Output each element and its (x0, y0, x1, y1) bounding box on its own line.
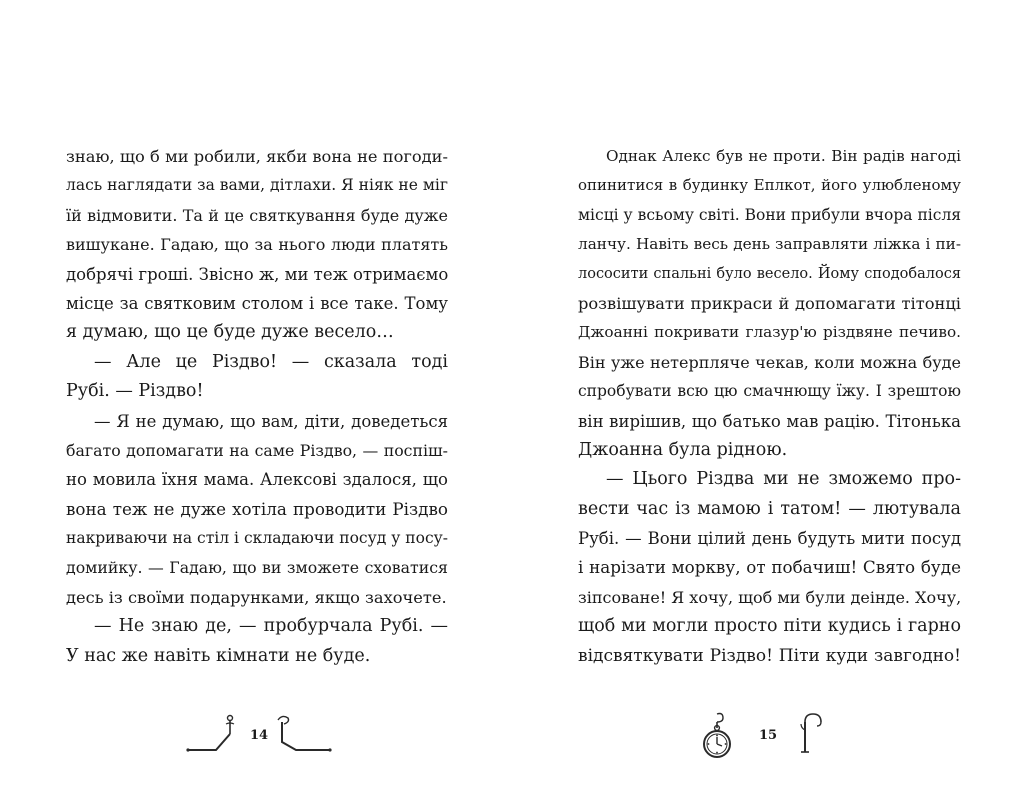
text-line: місці у всьому світі. Вони прибули вчора після (578, 205, 961, 224)
pocket-watch-icon (697, 710, 737, 762)
text-line: щоб ми могли просто піти кудись і гарно (578, 616, 961, 637)
text-line: лась наглядати за вами, дітлахи. Я ніяк не міг (66, 176, 448, 195)
right-page-folio (697, 712, 847, 762)
text-line: опинитися в будинку Еплкот, його улюбленому (578, 176, 961, 195)
text-line: вона теж не дуже хотіла проводити Різдво (66, 498, 448, 519)
text-line: розвішувати прикраси й допомагати тітонці (578, 293, 961, 313)
text-line: він вирішив, що батько мав рацію. Тітонька (578, 411, 961, 431)
text-line: зіпсоване! Я хочу, щоб ми були деінде. Хочу, (578, 587, 961, 607)
text-line: У нас же навіть кімнати не буде. (66, 645, 371, 666)
text-line: ланчу. Навіть весь день заправляти ліжка і пи- (578, 235, 961, 254)
text-line: багато допомагати на саме Різдво, — поспіш- (66, 440, 448, 460)
text-line: відсвяткувати Різдво! Піти куди завгодно! (578, 645, 961, 666)
text-line: лососити спальні було весело. Йому сподобалося (578, 265, 961, 282)
text-line: Рубі. — Вони цілий день будуть мити посуд (578, 529, 961, 549)
text-line: Рубі. — Різдво! (66, 381, 204, 402)
text-line: Джоанні покривати глазур'ю різдвяне печиво. (578, 323, 961, 342)
text-line: і нарізати моркву, от побачиш! Свято буде (578, 557, 961, 578)
text-line: добрячі гроші. Звісно ж, ми теж отримаємо (66, 264, 448, 284)
text-line: — Але це Різдво! — сказала тоді (94, 351, 448, 372)
pipe-ornament-right-icon (276, 712, 336, 754)
text-line: їй відмовити. Та й це святкування буде дуже (66, 205, 448, 225)
text-line: Він уже нетерпляче чекав, коли можна буде (578, 352, 961, 372)
text-line: спробувати всю цю смачнющу їжу. І зрештою (578, 382, 961, 401)
text-line: вишукане. Гадаю, що за нього люди платять (66, 235, 448, 255)
text-line: десь із своїми подарунками, якщо захочете. (66, 587, 447, 607)
page-number-right: 15 (759, 728, 778, 743)
text-line: накриваючи на стіл і складаючи посуд у посу- (66, 529, 448, 548)
text-line: — Не знаю де, — пробурчала Рубі. — (94, 616, 448, 637)
page-number-left: 14 (250, 728, 269, 743)
left-page-folio (186, 712, 336, 762)
lamp-post-icon (795, 712, 835, 754)
text-line: домийку. — Гадаю, що ви зможете сховатися (66, 558, 448, 578)
text-line: місце за святковим столом і все таке. Тому (66, 293, 448, 313)
pipe-ornament-left-icon (186, 712, 242, 754)
text-line: — Я не думаю, що вам, діти, доведеться (94, 411, 448, 431)
text-line: но мовила їхня мама. Алексові здалося, що (66, 470, 448, 490)
right-page (512, 0, 1024, 788)
text-line: — Цього Різдва ми не зможемо про- (606, 469, 961, 490)
text-line: Однак Алекс був не проти. Він радів нагоді (606, 147, 961, 165)
text-line: вести час із мамою і татом! — лютувала (578, 498, 961, 519)
right-page-text (578, 142, 961, 671)
text-line: Джоанна була рідною. (578, 439, 788, 460)
text-line: знаю, що б ми робили, якби вона не погоди- (66, 147, 448, 166)
text-line: я думаю, що це буде дуже весело… (66, 322, 394, 343)
left-page-text (66, 142, 448, 671)
